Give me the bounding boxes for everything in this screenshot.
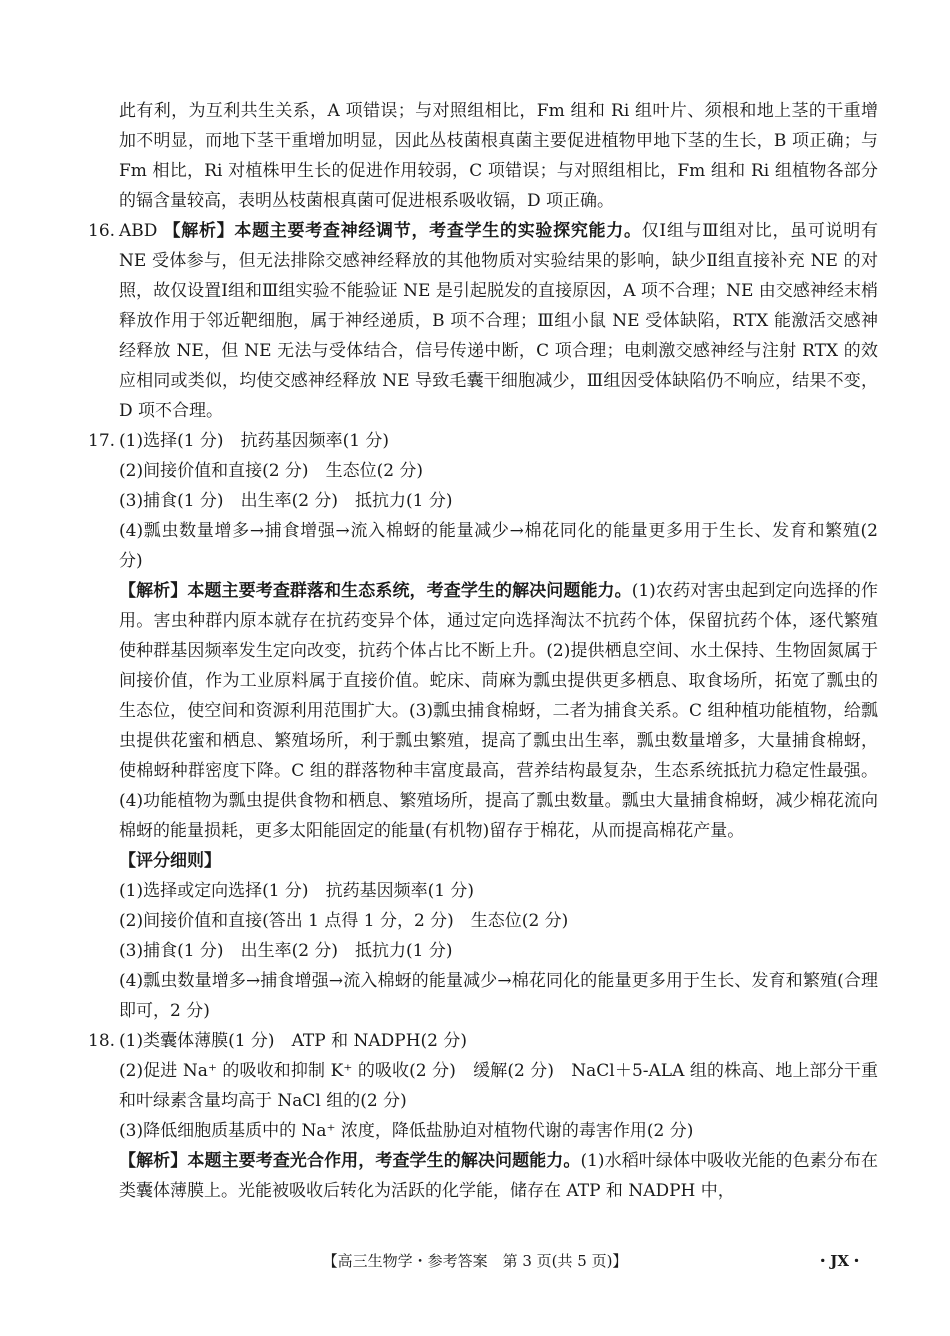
q18-analysis — [119, 1146, 878, 1206]
q17-rubric-4: (4)瓢虫数量增多→捕食增强→流入棉蚜的能量减少→棉花同化的能量更多用于生长、发育和繁殖(合理即可，2 分) — [119, 971, 878, 1021]
q17-rubric-3: (3)捕食(1 分) 出生率(2 分) 抵抗力(1 分) — [119, 941, 453, 961]
q17-answer-2: (2)间接价值和直接(2 分) 生态位(2 分) — [119, 461, 424, 481]
q16-body — [119, 216, 878, 426]
q17-analysis-text: (1)农药对害虫起到定向选择的作用。害虫种群内原本就存在抗药变异个体，通过定向选择淘汰不抗药个体，保留抗药个体，逐代繁殖使种群基因频率发生定向改变，抗药个体占比不断上升。(2)提供栖息空间、水土保持、生物固氮属于间接价值，作为工业原料属于直接价值。蛇床、茼麻为瓢虫提供更多栖息、取食场所，拓宽了瓢虫的生态位，使空间和资源利用范围扩大。(3)瓢虫捕食棉蚜，二者为捕食关系。C 组种植功能植物，给瓢虫提供花蜜和栖息、繁殖场所，利于瓢虫繁殖，提高了瓢虫出生率，瓢虫数量增多，大量捕食棉蚜，使棉蚜种群密度下降。C 组的群落物种丰富度最高，营养结构最复杂，生态系统抵抗力稳定性最强。(4)功能植物为瓢虫提供食物和栖息、繁殖场所，提高了瓢虫数量。瓢虫大量捕食棉蚜，减少棉花流向棉蚜的能量损耗，更多太阳能固定的能量(有机物)留存于棉花，从而提高棉花产量。 — [119, 581, 878, 841]
q16-analysis-tag: 【解析】本题主要考查神经调节，考查学生的实验探究能力。 — [163, 221, 642, 241]
q17-analysis — [119, 576, 878, 846]
q17-answer-3: (3)捕食(1 分) 出生率(2 分) 抵抗力(1 分) — [119, 491, 453, 511]
q16-answer: ABD — [119, 221, 158, 241]
q18-answer-3: (3)降低细胞质基质中的 Na⁺ 浓度，降低盐胁迫对植物代谢的毒害作用(2 分) — [119, 1121, 694, 1141]
footer-mark: ・JX・ — [815, 1252, 864, 1270]
q16-analysis-text: 仅Ⅰ组与Ⅲ组对比，虽可说明有 NE 受体参与，但无法排除交感神经释放的其他物质对实验结果的影响，缺少Ⅱ组直接补充 NE 的对照，故仅设置Ⅰ组和Ⅲ组实验不能验证 NE 是引起脱发的直接原因，A 项不合理；NE 由交感神经末梢释放作用于邻近靶细胞，属于神经递质，B 项不合理；Ⅲ组小鼠 NE 受体缺陷，RTX 能激活交感神经释放 NE，但 NE 无法与受体结合，信号传递中断，C 项合理；电刺激交感神经与注射 RTX 的效应相同或类似，均使交感神经释放 NE 导致毛囊干细胞减少，Ⅲ组因受体缺陷仍不响应，结果不变，D 项不合理。 — [119, 221, 879, 421]
q17-analysis-tag: 【解析】本题主要考查群落和生态系统，考查学生的解决问题能力。 — [119, 581, 632, 601]
q18-answer-1: (1)类囊体薄膜(1 分) ATP 和 NADPH(2 分) — [119, 1031, 468, 1051]
question-number: 16. — [88, 221, 116, 241]
question-16 — [88, 216, 878, 426]
q17-answer-1: (1)选择(1 分) 抗药基因频率(1 分) — [119, 431, 390, 451]
question-18 — [88, 1026, 878, 1206]
page-content — [88, 96, 878, 1206]
question-number: 18. — [88, 1031, 116, 1051]
footer-page-info: 【高三生物学・参考答案 第 3 页(共 5 页)】 — [322, 1252, 628, 1270]
q17-answer-4: (4)瓢虫数量增多→捕食增强→流入棉蚜的能量减少→棉花同化的能量更多用于生长、发育和繁殖(2 分) — [119, 521, 878, 571]
q18-analysis-tag: 【解析】本题主要考查光合作用，考查学生的解决问题能力。 — [119, 1151, 581, 1171]
q17-rubric-title: 【评分细则】 — [119, 851, 221, 871]
q17-rubric-2: (2)间接价值和直接(答出 1 点得 1 分，2 分) 生态位(2 分) — [119, 911, 569, 931]
page-footer — [0, 1250, 950, 1271]
q15-continuation: 此有利，为互利共生关系，A 项错误；与对照组相比，Fm 组和 Ri 组叶片、须根和地上茎的干重增加不明显，而地下茎干重增加明显，因此丛枝菌根真菌主要促进植物甲地下茎的生长，B 项正确；与 Fm 相比，Ri 对植株甲生长的促进作用较弱，C 项错误；与对照组相比，Fm 组和 Ri 组植物各部分的镉含量较高，表明丛枝菌根真菌可促进根系吸收镉，D 项正确。 — [119, 101, 878, 211]
q18-analysis-text: (1)水稻叶绿体中吸收光能的色素分布在类囊体薄膜上。光能被吸收后转化为活跃的化学能，储存在 ATP 和 NADPH 中， — [119, 1151, 878, 1201]
question-number: 17. — [88, 431, 116, 451]
q18-answer-2: (2)促进 Na⁺ 的吸收和抑制 K⁺ 的吸收(2 分) 缓解(2 分) NaCl＋5-ALA 组的株高、地上部分干重和叶绿素含量均高于 NaCl 组的(2 分) — [119, 1061, 878, 1111]
question-17 — [88, 426, 878, 1026]
q17-rubric-1: (1)选择或定向选择(1 分) 抗药基因频率(1 分) — [119, 881, 475, 901]
